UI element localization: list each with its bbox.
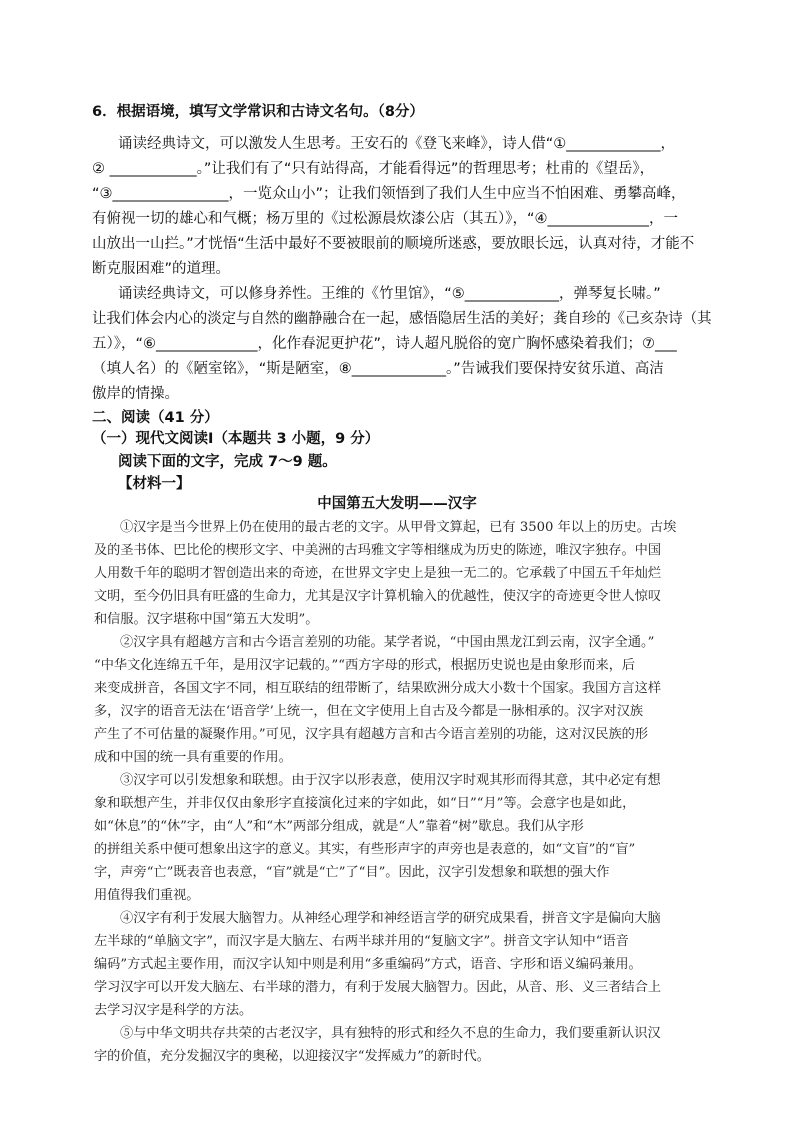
- article-line: 左半球的“单脑文字”，而汉字是大脑左、右两半球并用的“复脑文字”。拼音文字认知中“语音: [94, 934, 629, 949]
- q6-p2-line: 五）》，“⑥______________，化作春泥更护花”，诗人超凡脱俗的宽广胸怀感染着我们；⑦___: [92, 336, 677, 352]
- q6-p1-line: 断克服困难”的道理。: [92, 261, 231, 277]
- article-line: ④汉字有利于发展大脑智力。从神经心理学和神经语言学的研究成果看，拼音文字是偏向大脑: [120, 911, 661, 926]
- article-line: 产生了不可估量的凝聚作用。”可见，汉字具有超越方言和古今语言差别的功能，这对汉民族的形: [94, 727, 649, 742]
- article-line: 和信服。汉字堪称中国“第五大发明”。: [94, 612, 319, 627]
- article-line: ①汉字是当今世界上仍在使用的最古老的文字。从甲骨文算起，已有 3500 年以上的历史。古埃: [120, 520, 677, 535]
- question-6-header: 6．根据语境，填写文学常识和古诗文名句。（8分）: [92, 104, 424, 120]
- article-line: 字的价值，充分发掘汉字的奥秘，以迎接汉字“发挥威力”的新时代。: [94, 1049, 490, 1064]
- article-line: 文明，至今仍旧具有旺盛的生命力，尤其是汉字计算机输入的优越性，使汉字的奇迹更令世人惊叹: [94, 589, 662, 604]
- section-heading: 二、阅读（41 分）: [92, 410, 219, 426]
- article-line: ③汉字可以引发想象和联想。由于汉字以形表意，使用汉字时观其形而得其意，其中必定有想: [120, 773, 661, 788]
- article-line: 象和联想产生，并非仅仅由象形字直接演化过来的字如此，如“日”“月”等。会意字也是如此，: [94, 796, 636, 811]
- article-line: 的拼组关系中便可想象出这字的意义。其实，有些形声字的声旁也是表意的，如“文盲”的“盲”: [94, 842, 636, 857]
- q6-p1-line: “③________________，一览众山小”；让我们领悟到了我们人生中应当不怕困难、勇攀高峰，: [92, 186, 686, 202]
- q6-p1-line: 有俯视一切的雄心和气概；杨万里的《过松源晨炊漆公店（其五）》，“④______________，一: [92, 211, 679, 227]
- article-line: 去学习汉字是科学的方法。: [94, 1003, 253, 1018]
- article-line: 如“休息”的“休”字，由“人”和“木”两部分组成，就是“人”靠着“树”歇息。我们从字形: [94, 819, 584, 834]
- article-line: 学习汉字可以开发大脑左、右半球的潜力，有利于发展大脑智力。因此，从音、形、义三者结合上: [94, 980, 662, 995]
- article-line: 来变成拼音，各国文字不同，相互联结的纽带断了，结果欧洲分成大小数十个国家。我国方言这样: [94, 681, 662, 696]
- article-line: ⑤与中华文明共存共荣的古老汉字，具有独特的形式和经久不息的生命力，我们要重新认识汉: [120, 1026, 661, 1041]
- article-line: 及的圣书体、巴比伦的楔形文字、中美洲的古玛雅文字等相继成为历史的陈迹，唯汉字独存。中国: [94, 543, 662, 558]
- q6-p2-line: 傲岸的情操。: [92, 386, 179, 402]
- article-line: 字，声旁“亡”既表音也表意，“盲”就是“亡”了“目”。因此，汉字引发想象和联想的强大作: [94, 865, 610, 880]
- article-line: 编码”方式起主要作用，而汉字认知中则是利用“多重编码”方式，语音、字形和语义编码兼用。: [94, 957, 642, 972]
- article-line: “中华文化连绵五千年，是用汉字记载的。”“西方字母的形式，根据历史说也是由象形而来，后: [94, 658, 636, 673]
- q6-p1-line: ② ____________。”让我们有了“只有站得高，才能看得远”的哲理思考；杜甫的《望岳》，: [92, 161, 655, 177]
- article-line: 多，汉字的语音无法在‘语音学’上统一，但在文字使用上自古及今都是一脉相承的。汉字对汉族: [94, 704, 644, 719]
- reading-instruction: 阅读下面的文字，完成 7～9 题。: [118, 454, 337, 470]
- material-label: 【材料一】: [118, 476, 191, 492]
- article-line: 人用数千年的聪明才智创造出来的奇迹，在世界文字史上是独一无二的。它承载了中国五千年灿烂: [94, 566, 662, 581]
- subsection-heading: （一）现代文阅读Ⅰ（本题共 3 小题，9 分）: [92, 431, 380, 447]
- q6-p2-line: （填人名）的《陋室铭》，“斯是陋室，⑧_____________。”告诫我们要保持安贫乐道、高洁: [92, 361, 664, 377]
- q6-p2-line: 让我们体会内心的淡定与自然的幽静融合在一起，感悟隐居生活的美好；龚自珍的《己亥杂诗（其: [92, 311, 712, 327]
- article-line: 成和中国的统一具有重要的作用。: [94, 750, 292, 765]
- article-line: 用值得我们重视。: [94, 888, 200, 903]
- article-line: ②汉字具有超越方言和古今语言差别的功能。某学者说，“中国由黑龙江到云南，汉字全通。”: [120, 635, 655, 650]
- article-title: 中国第五大发明——汉字: [317, 496, 477, 512]
- q6-p2-line: 诵读经典诗文，可以修身养性。王维的《竹里馆》，“⑤_____________，弹琴复长啸。”: [118, 286, 661, 302]
- q6-p1-line: 诵读经典诗文，可以激发人生思考。王安石的《登飞来峰》，诗人借“①_____________，: [118, 136, 676, 152]
- q6-p1-line: 山放出一山拦。”才恍悟“生活中最好不要被眼前的顺境所迷惑，要放眼长远，认真对待，才能不: [92, 236, 695, 252]
